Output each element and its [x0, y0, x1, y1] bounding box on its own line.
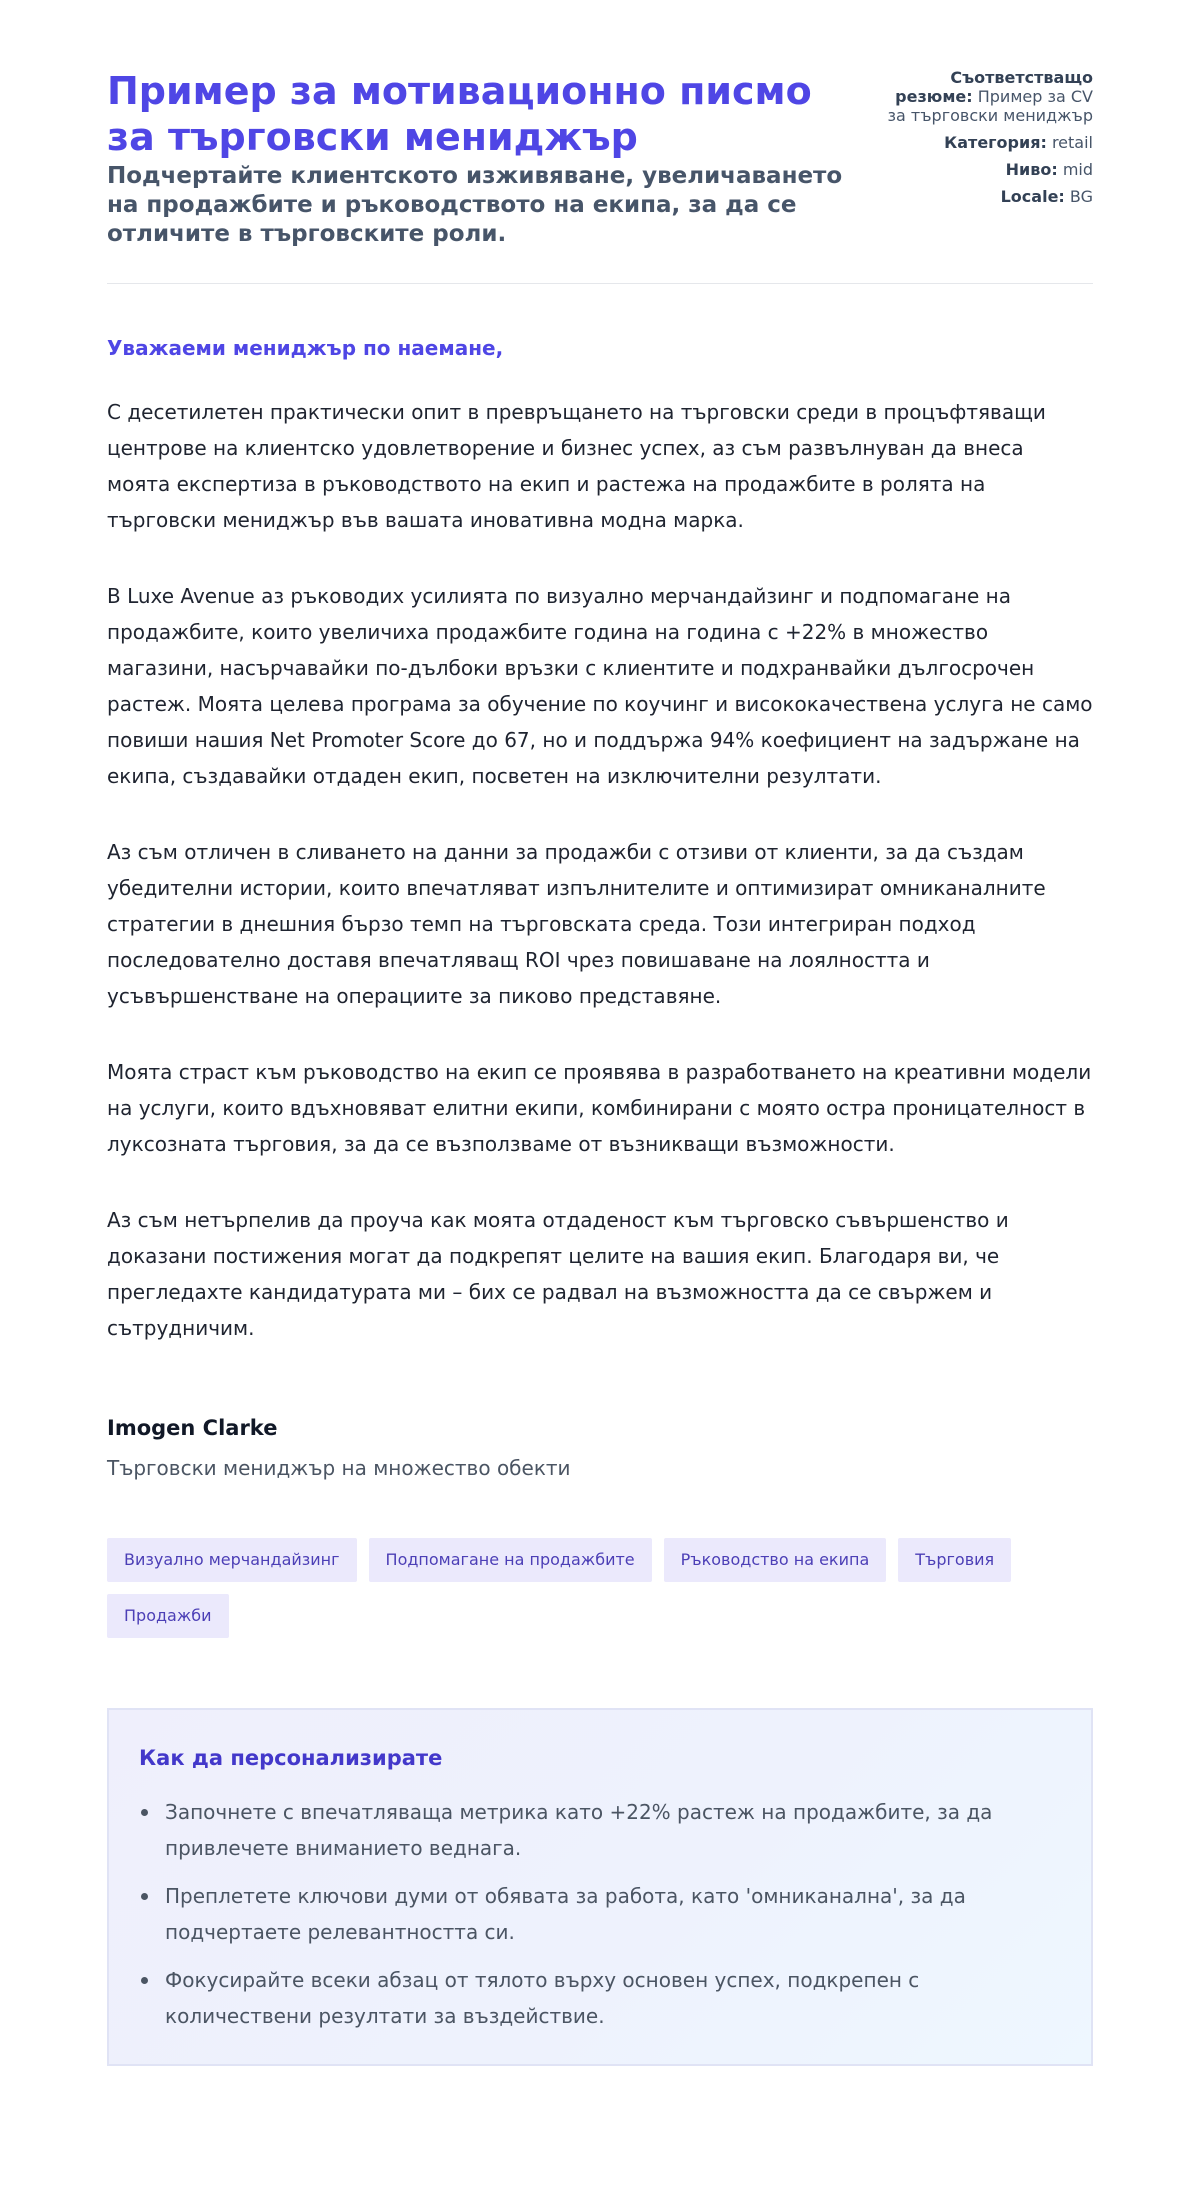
tips-list [139, 1794, 1061, 2034]
meta-label: Ниво: [1005, 160, 1058, 179]
tips-item-text: Започнете с впечатляваща метрика като +22% растеж на продажбите, за да привлечете вниманието веднага. [165, 1800, 993, 1860]
tag-sales-enablement[interactable]: Подпомагане на продажбите [369, 1538, 652, 1582]
letter-paragraph: Аз съм отличен в сливането на данни за продажби с отзиви от клиенти, за да създам убедителни истории, които впечатляват изпълнителите и оптимизират омниканалните стратегии в днешния бързо темп на търговската среда. Този интегриран подход последователно доставя впечатляващ ROI чрез повишаване на лоялността и усъвършенстване на операциите за пиково представяне. [107, 840, 1046, 1008]
meta-label: Категория: [944, 133, 1047, 152]
letter-paragraph: С десетилетен практически опит в превръщането на търговски среди в процъфтяващи центрове на клиентско удовлетворение и бизнес успех, аз съм развълнуван да внеса моята експертиза в ръководството на екип и растежа на продажбите в ролята на търговски мениджър във вашата иновативна модна марка. [107, 400, 1046, 532]
meta-matching-resume [873, 68, 1093, 125]
bullet-icon [141, 1809, 148, 1816]
tips-item [139, 1962, 1061, 2034]
tag-sales[interactable]: Продажби [107, 1594, 229, 1638]
tips-item [139, 1794, 1061, 1866]
meta-label: Съответстващо резюме: [895, 68, 1093, 106]
page-subtitle: Подчертайте клиентското изживяване, увеличаването на продажбите и ръководството на екипа, за да се отличите в търговските роли. [107, 163, 843, 247]
cover-letter-page [107, 0, 1093, 2066]
tag-visual-merchandising[interactable]: Визуално мерчандайзинг [107, 1538, 357, 1582]
signature [107, 1414, 1093, 1482]
meta-locale [873, 187, 1093, 206]
letter-body [107, 334, 1093, 1482]
letter-paragraph: Аз съм нетърпелив да проуча как моята отдаденост към търговско съвършенство и доказани постижения могат да подкрепят целите на вашия екип. Благодаря ви, че прегледахте кандидатурата ми – бих се радвал на възможността да се свържем и сътрудничим. [107, 1208, 1009, 1340]
letter-paragraph: Моята страст към ръководство на екип се проявява в разработването на креативни модели на услуги, които вдъхновяват елитни екипи, комбинирани с моято остра проницателност в луксозната търговия, за да се възползваме от възникващи възможности. [107, 1060, 1092, 1156]
tag-list [107, 1538, 1093, 1638]
page-title: Пример за мотивационно писмо за търговски мениджър [107, 69, 812, 159]
page-header [107, 68, 1093, 284]
salutation: Уважаеми мениджър по наемане, [107, 336, 504, 360]
tips-item-text: Фокусирайте всеки абзац от тялото върху основен успех, подкрепен с количествени резултати за въздействие. [165, 1968, 920, 2028]
header-titles [107, 68, 857, 249]
tips-item [139, 1878, 1061, 1950]
meta-value: retail [1051, 133, 1093, 152]
tips-item-text: Преплетете ключови думи от обявата за работа, като 'омниканална', за да подчертаете релевантността си. [165, 1884, 966, 1944]
bullet-icon [141, 1977, 148, 1984]
letter-paragraph: В Luxe Avenue аз ръководих усилията по визуално мерчандайзинг и подпомагане на продажбите, които увеличиха продажбите година на година с +22% в множество магазини, насърчавайки по-дълбоки връзки с клиентите и подхранвайки дългосрочен растеж. Моята целева програма за обучение по коучинг и висококачествена услуга не само повиши нашия Net Promoter Score до 67, но и поддържа 94% коефициент на задържане на екипа, създавайки отдаден екип, посветен на изключителни резултати. [107, 584, 1093, 788]
tag-retail[interactable]: Търговия [898, 1538, 1011, 1582]
meta-value-link[interactable]: Пример за CV за търговски мениджър [887, 87, 1093, 125]
customization-tips-box [107, 1708, 1093, 2066]
meta-level [873, 160, 1093, 179]
tag-team-leadership[interactable]: Ръководство на екипа [664, 1538, 887, 1582]
tips-title: Как да персонализирате [139, 1746, 443, 1770]
signature-title: Търговски мениджър на множество обекти [107, 1456, 571, 1480]
meta-panel [873, 68, 1093, 214]
meta-value: mid [1062, 160, 1093, 179]
meta-category [873, 133, 1093, 152]
bullet-icon [141, 1893, 148, 1900]
meta-value: BG [1069, 187, 1093, 206]
signature-name: Imogen Clarke [107, 1416, 278, 1440]
meta-label: Locale: [1000, 187, 1065, 206]
